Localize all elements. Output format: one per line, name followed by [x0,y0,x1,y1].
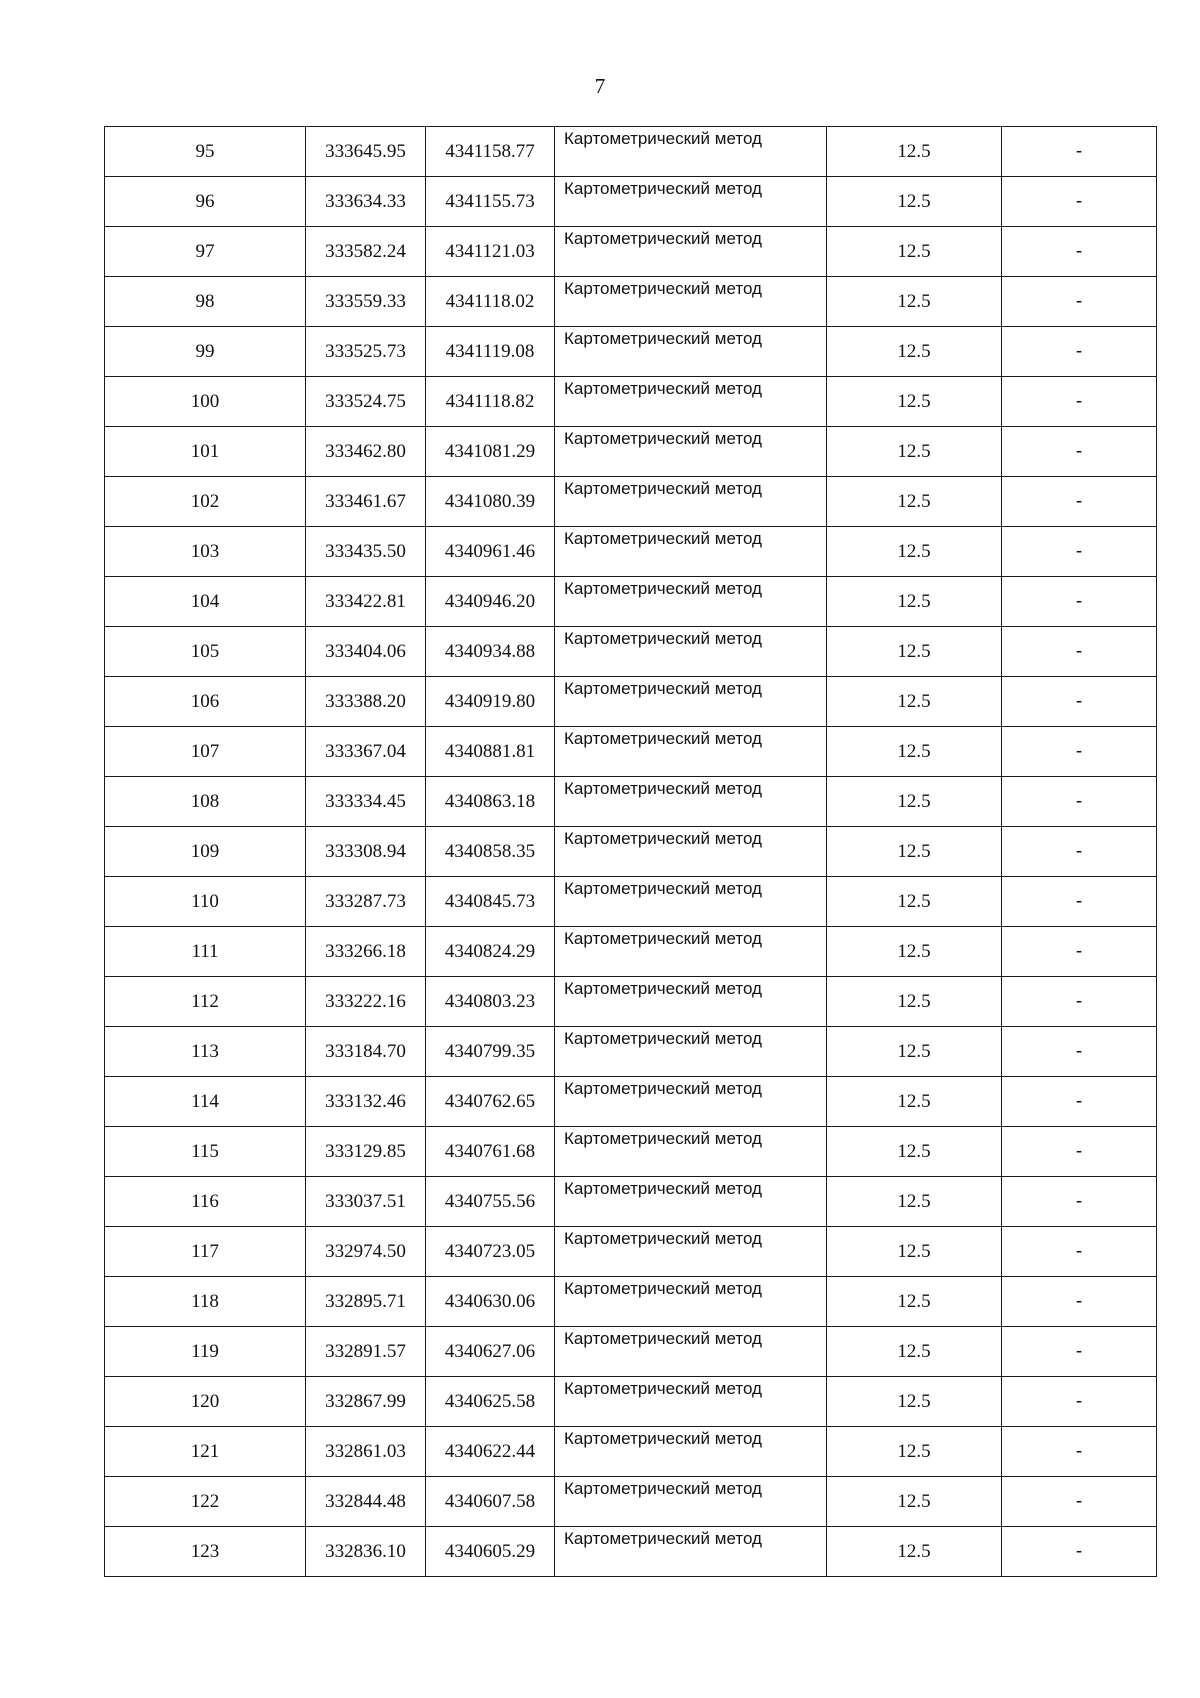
coordinate-y-cell: 4340761.68 [426,1127,555,1177]
method-cell: Картометрический метод [555,327,827,377]
coordinate-x-cell: 333308.94 [306,827,426,877]
coordinate-x-cell: 333037.51 [306,1177,426,1227]
method-cell: Картометрический метод [555,1277,827,1327]
point-number-cell: 110 [105,877,306,927]
accuracy-cell: 12.5 [827,1327,1002,1377]
description-cell: - [1002,1327,1157,1377]
method-cell: Картометрический метод [555,277,827,327]
description-cell: - [1002,377,1157,427]
point-number-cell: 106 [105,677,306,727]
coordinate-y-cell: 4341119.08 [426,327,555,377]
coordinate-x-cell: 333222.16 [306,977,426,1027]
point-number-cell: 115 [105,1127,306,1177]
coordinate-x-cell: 333524.75 [306,377,426,427]
coordinate-x-cell: 333462.80 [306,427,426,477]
description-cell: - [1002,627,1157,677]
method-cell: Картометрический метод [555,1427,827,1477]
table-row [105,1527,1157,1577]
table-row [105,477,1157,527]
accuracy-cell: 12.5 [827,227,1002,277]
description-cell: - [1002,327,1157,377]
accuracy-cell: 12.5 [827,827,1002,877]
accuracy-cell: 12.5 [827,1127,1002,1177]
coordinate-x-cell: 332836.10 [306,1527,426,1577]
method-cell: Картометрический метод [555,627,827,677]
coordinate-y-cell: 4340799.35 [426,1027,555,1077]
method-cell: Картометрический метод [555,1077,827,1127]
coordinate-y-cell: 4340881.81 [426,727,555,777]
table-row [105,227,1157,277]
table-row [105,427,1157,477]
table-row [105,1427,1157,1477]
accuracy-cell: 12.5 [827,1527,1002,1577]
description-cell: - [1002,277,1157,327]
description-cell: - [1002,427,1157,477]
method-cell: Картометрический метод [555,1027,827,1077]
description-cell: - [1002,127,1157,177]
description-cell: - [1002,927,1157,977]
method-cell: Картометрический метод [555,927,827,977]
accuracy-cell: 12.5 [827,1177,1002,1227]
coordinate-y-cell: 4340627.06 [426,1327,555,1377]
table-row [105,1377,1157,1427]
coordinate-y-cell: 4340605.29 [426,1527,555,1577]
method-cell: Картометрический метод [555,227,827,277]
point-number-cell: 102 [105,477,306,527]
accuracy-cell: 12.5 [827,877,1002,927]
accuracy-cell: 12.5 [827,777,1002,827]
description-cell: - [1002,1527,1157,1577]
description-cell: - [1002,227,1157,277]
table-row [105,877,1157,927]
accuracy-cell: 12.5 [827,1227,1002,1277]
point-number-cell: 122 [105,1477,306,1527]
point-number-cell: 120 [105,1377,306,1427]
coordinate-x-cell: 332861.03 [306,1427,426,1477]
coordinate-y-cell: 4340845.73 [426,877,555,927]
point-number-cell: 99 [105,327,306,377]
accuracy-cell: 12.5 [827,1477,1002,1527]
table-row [105,927,1157,977]
point-number-cell: 101 [105,427,306,477]
description-cell: - [1002,177,1157,227]
point-number-cell: 119 [105,1327,306,1377]
coordinate-x-cell: 332867.99 [306,1377,426,1427]
accuracy-cell: 12.5 [827,677,1002,727]
point-number-cell: 100 [105,377,306,427]
point-number-cell: 121 [105,1427,306,1477]
coordinate-y-cell: 4340625.58 [426,1377,555,1427]
coordinate-x-cell: 333559.33 [306,277,426,327]
point-number-cell: 97 [105,227,306,277]
coordinate-x-cell: 333184.70 [306,1027,426,1077]
table-row [105,1027,1157,1077]
method-cell: Картометрический метод [555,677,827,727]
coordinate-y-cell: 4341081.29 [426,427,555,477]
table-row [105,1277,1157,1327]
coordinate-y-cell: 4340622.44 [426,1427,555,1477]
coordinate-y-cell: 4341118.02 [426,277,555,327]
table-row [105,1477,1157,1527]
accuracy-cell: 12.5 [827,127,1002,177]
method-cell: Картометрический метод [555,827,827,877]
point-number-cell: 95 [105,127,306,177]
description-cell: - [1002,827,1157,877]
point-number-cell: 105 [105,627,306,677]
table-row [105,527,1157,577]
point-number-cell: 118 [105,1277,306,1327]
point-number-cell: 116 [105,1177,306,1227]
method-cell: Картометрический метод [555,1127,827,1177]
coordinate-x-cell: 332891.57 [306,1327,426,1377]
accuracy-cell: 12.5 [827,1077,1002,1127]
method-cell: Картометрический метод [555,1327,827,1377]
table-row [105,177,1157,227]
table-row [105,1127,1157,1177]
point-number-cell: 111 [105,927,306,977]
point-number-cell: 107 [105,727,306,777]
table-row [105,1177,1157,1227]
accuracy-cell: 12.5 [827,977,1002,1027]
method-cell: Картометрический метод [555,1527,827,1577]
accuracy-cell: 12.5 [827,527,1002,577]
coordinate-x-cell: 332844.48 [306,1477,426,1527]
coordinate-x-cell: 333287.73 [306,877,426,927]
accuracy-cell: 12.5 [827,1427,1002,1477]
description-cell: - [1002,1227,1157,1277]
method-cell: Картометрический метод [555,777,827,827]
table-row [105,727,1157,777]
method-cell: Картометрический метод [555,177,827,227]
coordinate-x-cell: 333388.20 [306,677,426,727]
method-cell: Картометрический метод [555,127,827,177]
description-cell: - [1002,1427,1157,1477]
method-cell: Картометрический метод [555,1177,827,1227]
coordinate-x-cell: 333334.45 [306,777,426,827]
point-number-cell: 104 [105,577,306,627]
coordinate-y-cell: 4340858.35 [426,827,555,877]
coordinate-y-cell: 4340946.20 [426,577,555,627]
description-cell: - [1002,527,1157,577]
description-cell: - [1002,977,1157,1027]
coordinate-y-cell: 4340762.65 [426,1077,555,1127]
point-number-cell: 96 [105,177,306,227]
coordinate-y-cell: 4340824.29 [426,927,555,977]
coordinate-y-cell: 4340630.06 [426,1277,555,1327]
description-cell: - [1002,577,1157,627]
coordinate-y-cell: 4340961.46 [426,527,555,577]
table-row [105,1077,1157,1127]
coordinate-x-cell: 332895.71 [306,1277,426,1327]
point-number-cell: 113 [105,1027,306,1077]
coordinate-x-cell: 333582.24 [306,227,426,277]
point-number-cell: 108 [105,777,306,827]
coordinates-table [104,126,1157,1577]
point-number-cell: 123 [105,1527,306,1577]
coordinate-x-cell: 333367.04 [306,727,426,777]
coordinate-y-cell: 4340863.18 [426,777,555,827]
method-cell: Картометрический метод [555,427,827,477]
coordinate-x-cell: 333129.85 [306,1127,426,1177]
method-cell: Картометрический метод [555,877,827,927]
description-cell: - [1002,1077,1157,1127]
coordinate-y-cell: 4341158.77 [426,127,555,177]
coordinate-x-cell: 333645.95 [306,127,426,177]
coordinate-y-cell: 4340607.58 [426,1477,555,1527]
table-row [105,627,1157,677]
table-row [105,1227,1157,1277]
coordinate-y-cell: 4340934.88 [426,627,555,677]
coordinate-x-cell: 332974.50 [306,1227,426,1277]
coordinate-y-cell: 4340755.56 [426,1177,555,1227]
coordinate-y-cell: 4341080.39 [426,477,555,527]
table-row [105,977,1157,1027]
point-number-cell: 109 [105,827,306,877]
accuracy-cell: 12.5 [827,927,1002,977]
accuracy-cell: 12.5 [827,177,1002,227]
coordinate-x-cell: 333404.06 [306,627,426,677]
point-number-cell: 112 [105,977,306,1027]
description-cell: - [1002,1277,1157,1327]
coordinate-y-cell: 4340803.23 [426,977,555,1027]
description-cell: - [1002,1177,1157,1227]
method-cell: Картометрический метод [555,377,827,427]
table-row [105,1327,1157,1377]
method-cell: Картометрический метод [555,1377,827,1427]
accuracy-cell: 12.5 [827,727,1002,777]
point-number-cell: 117 [105,1227,306,1277]
description-cell: - [1002,727,1157,777]
coordinate-y-cell: 4340723.05 [426,1227,555,1277]
coordinate-y-cell: 4341118.82 [426,377,555,427]
method-cell: Картометрический метод [555,1477,827,1527]
table-row [105,377,1157,427]
accuracy-cell: 12.5 [827,1027,1002,1077]
table-row [105,777,1157,827]
coordinate-x-cell: 333266.18 [306,927,426,977]
description-cell: - [1002,1377,1157,1427]
coordinate-x-cell: 333132.46 [306,1077,426,1127]
page-number: 7 [594,74,606,98]
table-row [105,577,1157,627]
accuracy-cell: 12.5 [827,1277,1002,1327]
coordinate-x-cell: 333422.81 [306,577,426,627]
description-cell: - [1002,877,1157,927]
accuracy-cell: 12.5 [827,1377,1002,1427]
point-number-cell: 103 [105,527,306,577]
description-cell: - [1002,677,1157,727]
accuracy-cell: 12.5 [827,577,1002,627]
accuracy-cell: 12.5 [827,477,1002,527]
accuracy-cell: 12.5 [827,627,1002,677]
table-row [105,127,1157,177]
table-row [105,677,1157,727]
description-cell: - [1002,1027,1157,1077]
table-row [105,327,1157,377]
method-cell: Картометрический метод [555,977,827,1027]
coordinate-x-cell: 333634.33 [306,177,426,227]
description-cell: - [1002,477,1157,527]
method-cell: Картометрический метод [555,1227,827,1277]
description-cell: - [1002,1477,1157,1527]
method-cell: Картометрический метод [555,577,827,627]
coordinate-x-cell: 333525.73 [306,327,426,377]
description-cell: - [1002,777,1157,827]
table-row [105,277,1157,327]
coordinate-y-cell: 4341121.03 [426,227,555,277]
coordinate-y-cell: 4340919.80 [426,677,555,727]
point-number-cell: 98 [105,277,306,327]
coordinate-y-cell: 4341155.73 [426,177,555,227]
coordinates-table-body [105,127,1157,1577]
coordinate-x-cell: 333461.67 [306,477,426,527]
description-cell: - [1002,1127,1157,1177]
accuracy-cell: 12.5 [827,327,1002,377]
table-row [105,827,1157,877]
method-cell: Картометрический метод [555,727,827,777]
accuracy-cell: 12.5 [827,377,1002,427]
accuracy-cell: 12.5 [827,277,1002,327]
method-cell: Картометрический метод [555,527,827,577]
coordinate-x-cell: 333435.50 [306,527,426,577]
method-cell: Картометрический метод [555,477,827,527]
point-number-cell: 114 [105,1077,306,1127]
accuracy-cell: 12.5 [827,427,1002,477]
